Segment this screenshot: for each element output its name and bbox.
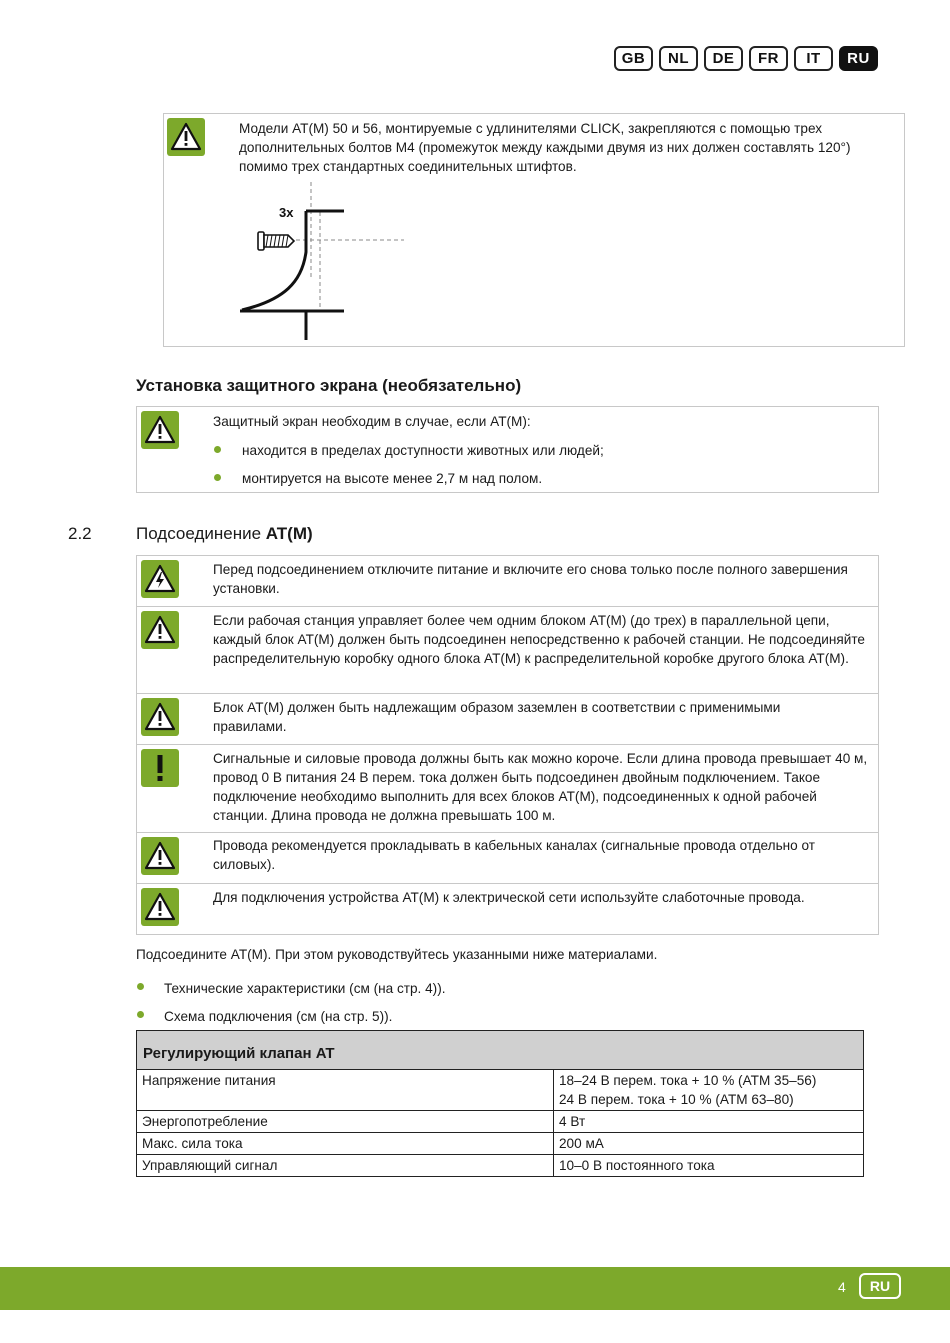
reference-item-2[interactable]: Схема подключения (см (на стр. 5)).	[164, 1009, 393, 1024]
warning-icon	[141, 888, 179, 926]
shield-bullet-2: монтируется на высоте менее 2,7 м над полом.	[242, 471, 543, 486]
table-row	[137, 1111, 864, 1133]
spec-value: 10–0 В постоянного тока	[554, 1155, 864, 1177]
spec-value: 4 Вт	[554, 1111, 864, 1133]
table-row	[137, 1070, 864, 1111]
spec-value-line: 18–24 В перем. тока + 10 % (ATM 35–56)	[559, 1073, 817, 1088]
spec-table-title: Регулирующий клапан AT	[137, 1031, 864, 1070]
shield-intro: Защитный экран необходим в случае, если AT(M):	[213, 414, 531, 429]
warning-text-5: Провода рекомендуется прокладывать в кабельных каналах (сигнальные провода отдельно от силовых).	[213, 838, 815, 872]
click-note-text: Модели AT(M) 50 и 56, монтируемые с удлинителями CLICK, закрепляются с помощью трех дополнительных болтов M4 (промежуток между каждыми двумя из них должен составлять 120°) помимо трех стандартных соединительных штифтов.	[239, 121, 851, 174]
warning-text-2: Если рабочая станция управляет более чем одним блоком AT(M) (до трех) в параллельной цепи, каждый блок AT(M) должен быть подсоединен непосредственно к рабочей станции. Не подсоединяйте распределительную коробку одного блока AT(M) к распределительной коробке другого блока AT(M).	[213, 613, 865, 666]
figure-label: 3x	[279, 205, 294, 220]
warning-icon	[141, 611, 179, 649]
spec-label: Энергопотребление	[137, 1111, 554, 1133]
shield-heading: Установка защитного экрана (необязательно)	[136, 376, 522, 395]
lang-tab-de[interactable]: DE	[704, 46, 743, 71]
table-row	[137, 1133, 864, 1155]
footer-lang-badge: RU	[859, 1273, 901, 1299]
mounting-figure	[236, 182, 411, 342]
spec-label: Макс. сила тока	[137, 1133, 554, 1155]
electric-hazard-icon	[141, 560, 179, 598]
warning-icon	[141, 837, 179, 875]
bullet-dot	[214, 474, 221, 481]
section-title-text: Подсоединение	[136, 524, 266, 543]
lang-tab-it[interactable]: IT	[794, 46, 833, 71]
shield-bullet-1: находится в пределах доступности животных или людей;	[242, 443, 604, 458]
warning-text-4: Сигнальные и силовые провода должны быть как можно короче. Если длина провода превышает 40 м, провод 0 В питания 24 В перем. тока должен быть подсоединен двойным подключением. Такое подключение необходимо выполнить для всех блоков AT(M), подсоединенных к одной рабочей станции. Длина провода не должна превышать 100 м.	[213, 751, 868, 823]
footer-bar	[0, 1267, 950, 1310]
warning-icon	[167, 118, 205, 156]
connect-intro: Подсоедините AT(M). При этом руководствуйтесь указанными ниже материалами.	[136, 947, 658, 962]
bullet-dot	[214, 446, 221, 453]
spec-value: 200 мА	[554, 1133, 864, 1155]
lang-tab-fr[interactable]: FR	[749, 46, 788, 71]
lang-tab-ru[interactable]: RU	[839, 46, 878, 71]
warning-icon	[141, 411, 179, 449]
bullet-dot	[137, 1011, 144, 1018]
page-number: 4	[838, 1279, 846, 1295]
spec-value	[554, 1070, 864, 1111]
language-tabs	[614, 46, 878, 71]
lang-tab-nl[interactable]: NL	[659, 46, 698, 71]
spec-value-line: 24 В перем. тока + 10 % (ATM 63–80)	[559, 1092, 794, 1107]
warning-text-3: Блок AT(M) должен быть надлежащим образом заземлен в соответствии с применимыми правилами.	[213, 700, 781, 734]
warning-icon	[141, 698, 179, 736]
bullet-dot	[137, 983, 144, 990]
spec-label: Напряжение питания	[137, 1070, 554, 1111]
section-title-product: AT(M)	[265, 524, 313, 543]
exclamation-icon	[141, 749, 179, 787]
section-title	[136, 524, 313, 544]
lang-tab-gb[interactable]: GB	[614, 46, 653, 71]
spec-table	[136, 1030, 864, 1177]
section-number: 2.2	[68, 524, 92, 543]
spec-label: Управляющий сигнал	[137, 1155, 554, 1177]
warning-text-1: Перед подсоединением отключите питание и включите его снова только после полного завершения установки.	[213, 562, 848, 596]
warning-text-6: Для подключения устройства AT(M) к электрической сети используйте слаботочные провода.	[213, 890, 805, 905]
reference-item-1[interactable]: Технические характеристики (см (на стр. 4)).	[164, 981, 446, 996]
table-row	[137, 1155, 864, 1177]
